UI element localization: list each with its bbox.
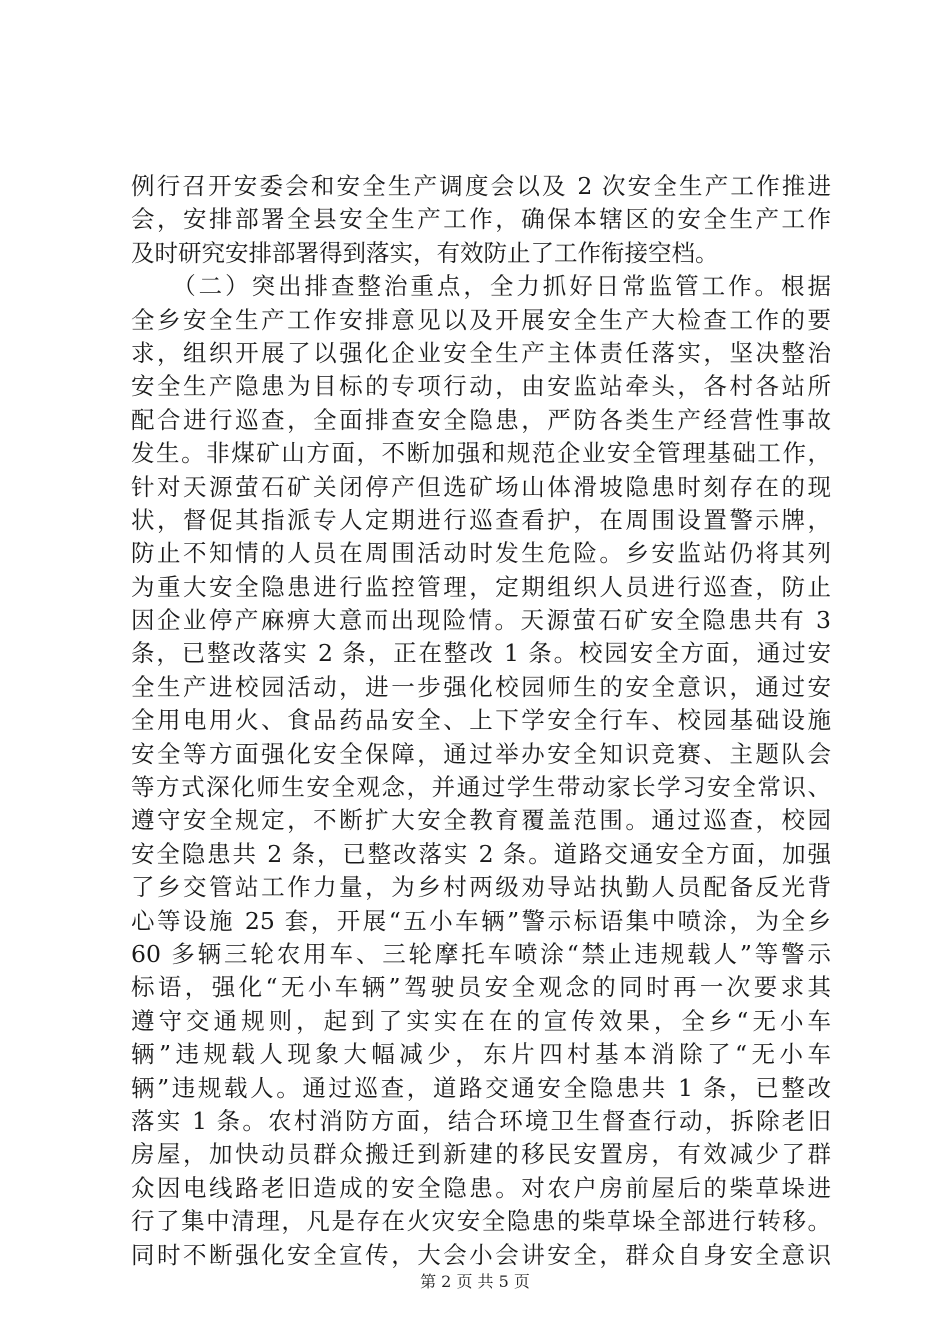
text-line: 因企业停产麻痹大意而出现险情。天源萤石矿安全隐患共有 3	[131, 606, 831, 635]
text-line: （二）突出排查整治重点，全力抓好日常监管工作。根据	[131, 272, 831, 301]
text-line: 条，已整改落实 2 条，正在整改 1 条。校园安全方面，通过安	[131, 639, 831, 668]
page-footer: 第 2 页 共 5 页	[420, 1272, 530, 1291]
text-line: 全用电用火、食品药品安全、上下学安全行车、校园基础设施	[131, 706, 831, 735]
text-line: 发生。非煤矿山方面，不断加强和规范企业安全管理基础工作，	[131, 439, 831, 468]
document-body	[131, 170, 831, 1272]
text-line: 标语，强化“无小车辆”驾驶员安全观念的同时再一次要求其	[131, 973, 831, 1002]
text-line: 针对天源萤石矿关闭停产但选矿场山体滑坡隐患时刻存在的现	[131, 472, 831, 501]
text-line: 众因电线路老旧造成的安全隐患。对农户房前屋后的柴草垛进	[131, 1173, 831, 1202]
text-line: 求，组织开展了以强化企业安全生产主体责任落实，坚决整治	[131, 338, 831, 367]
text-line: 落实 1 条。农村消防方面，结合环境卫生督查行动，拆除老旧	[131, 1106, 831, 1135]
text-line: 配合进行巡查，全面排查安全隐患，严防各类生产经营性事故	[131, 405, 831, 434]
text-line: 遵守交通规则，起到了实实在在的宣传效果，全乡“无小车	[131, 1006, 831, 1035]
text-line: 同时不断强化安全宣传，大会小会讲安全，群众自身安全意识	[131, 1240, 831, 1269]
text-line: 心等设施 25 套，开展“五小车辆”警示标语集中喷涂，为全乡	[131, 906, 831, 935]
text-line: 了乡交管站工作力量，为乡村两级劝导站执勤人员配备反光背	[131, 873, 831, 902]
text-line: 全乡安全生产工作安排意见以及开展安全生产大检查工作的要	[131, 305, 831, 334]
text-line: 安全生产隐患为目标的专项行动，由安监站牵头，各村各站所	[131, 372, 831, 401]
text-line: 及时研究安排部署得到落实，有效防止了工作衔接空档。	[131, 238, 719, 267]
text-line: 全生产进校园活动，进一步强化校园师生的安全意识，通过安	[131, 672, 831, 701]
text-line: 为重大安全隐患进行监控管理，定期组织人员进行巡查，防止	[131, 572, 831, 601]
text-line: 安全隐患共 2 条，已整改落实 2 条。道路交通安全方面，加强	[131, 839, 831, 868]
text-line: 安全等方面强化安全保障，通过举办安全知识竞赛、主题队会	[131, 739, 831, 768]
text-line: 辆”违规载人现象大幅减少，东片四村基本消除了“无小车	[131, 1040, 831, 1069]
text-line: 防止不知情的人员在周围活动时发生危险。乡安监站仍将其列	[131, 539, 831, 568]
text-line: 房屋，加快动员群众搬迁到新建的移民安置房，有效减少了群	[131, 1140, 831, 1169]
text-line: 状，督促其指派专人定期进行巡查看护，在周围设置警示牌，	[131, 505, 831, 534]
text-line: 60 多辆三轮农用车、三轮摩托车喷涂“禁止违规载人”等警示	[131, 939, 831, 968]
text-line: 会，安排部署全县安全生产工作，确保本辖区的安全生产工作	[131, 205, 831, 234]
text-line: 例行召开安委会和安全生产调度会以及 2 次安全生产工作推进	[131, 172, 831, 200]
text-line: 行了集中清理，凡是存在火灾安全隐患的柴草垛全部进行转移。	[131, 1207, 831, 1236]
text-line: 等方式深化师生安全观念，并通过学生带动家长学习安全常识、	[131, 773, 831, 802]
text-line: 遵守安全规定，不断扩大安全教育覆盖范围。通过巡查，校园	[131, 806, 831, 835]
text-line: 辆”违规载人。通过巡查，道路交通安全隐患共 1 条，已整改	[131, 1073, 831, 1102]
